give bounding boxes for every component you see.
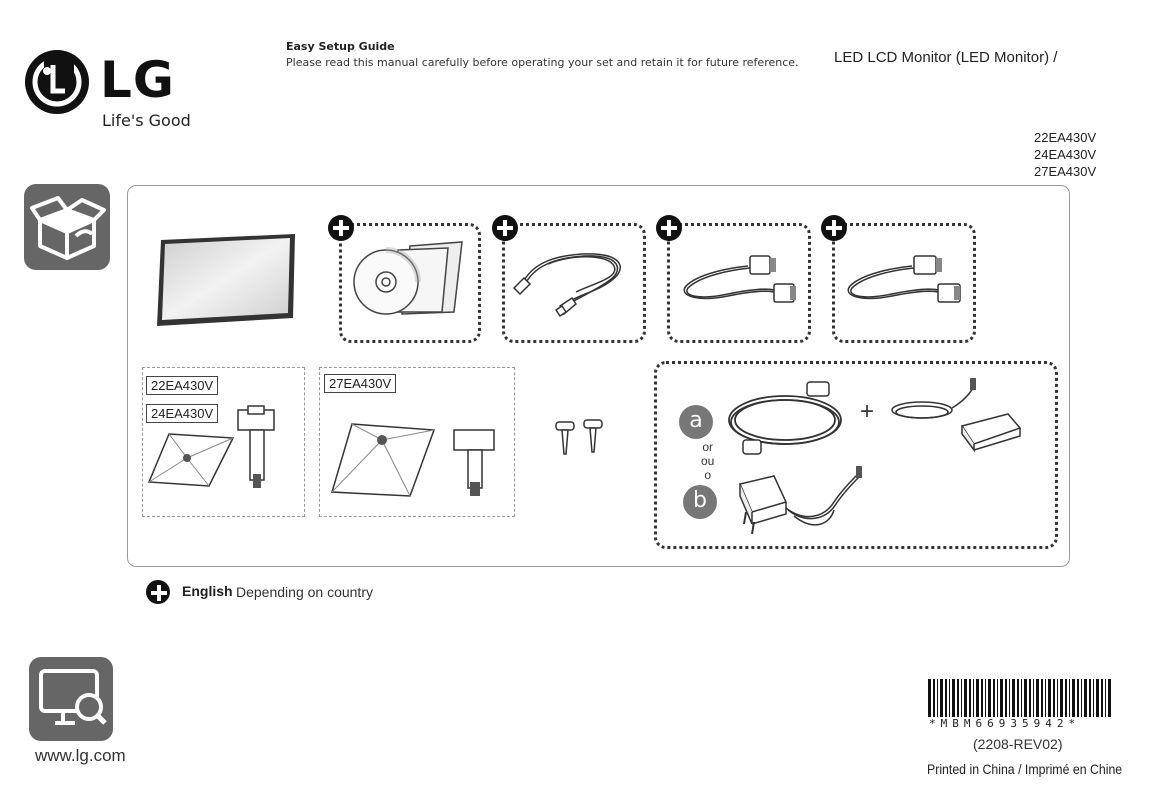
stand-neck-small-icon [234,404,278,490]
hdmi-cable-icon [512,244,630,324]
plus-circle-icon [146,580,170,604]
model-name: 27EA430V [1034,164,1097,179]
plus-sign: + [860,398,875,425]
product-title: LED LCD Monitor (LED Monitor) / [834,49,1058,66]
stand-model-tag: 27EA430V [324,374,396,393]
box-contents-icon [24,184,110,270]
guide-subtitle: Please read this manual carefully before operating your set and retain it for future reference. [286,56,799,69]
screws-icon [554,418,610,458]
stand-base-small-icon [147,430,237,490]
stand-neck-large-icon [450,424,498,498]
brand-slogan: Life's Good [102,111,191,130]
option-a-badge: a [679,405,713,439]
model-name: 22EA430V [1034,130,1097,145]
stand-model-tag: 24EA430V [146,404,218,423]
barcode [928,679,1114,717]
lg-logo [22,47,192,132]
legend-description: Depending on country [236,584,373,600]
barcode-number: *MBM66935942* [929,717,1081,730]
wall-adapter-icon [734,462,874,538]
or-word: or [702,440,714,454]
or-text-group [701,440,714,482]
dsub-cable-icon [678,250,798,320]
website-link[interactable]: www.lg.com [35,746,126,765]
monitor-illustration [155,232,300,328]
brand-logo-text: LG [100,51,175,109]
option-b-badge: b [683,485,717,519]
dvi-cable-icon [842,250,962,320]
model-name: 24EA430V [1034,147,1097,162]
model-list [1034,129,1096,180]
stand-base-large-icon [330,420,438,500]
stand-model-tag: 22EA430V [146,376,218,395]
cd-manual-icon [350,238,465,318]
lg-face-icon [22,47,92,117]
or-word: ou [701,454,715,468]
or-word: o [704,468,712,482]
plus-circle-icon [656,215,682,241]
legend-language: English [182,583,233,599]
plus-circle-icon [492,215,518,241]
power-cord-icon [725,380,855,458]
guide-title: Easy Setup Guide [286,40,395,53]
plus-circle-icon [821,215,847,241]
printed-in-label: Printed in China / Imprimé en Chine [927,761,1123,777]
revision-code: (2208-REV02) [973,736,1063,752]
ac-adapter-icon [888,376,1024,452]
monitor-search-icon [29,657,113,741]
